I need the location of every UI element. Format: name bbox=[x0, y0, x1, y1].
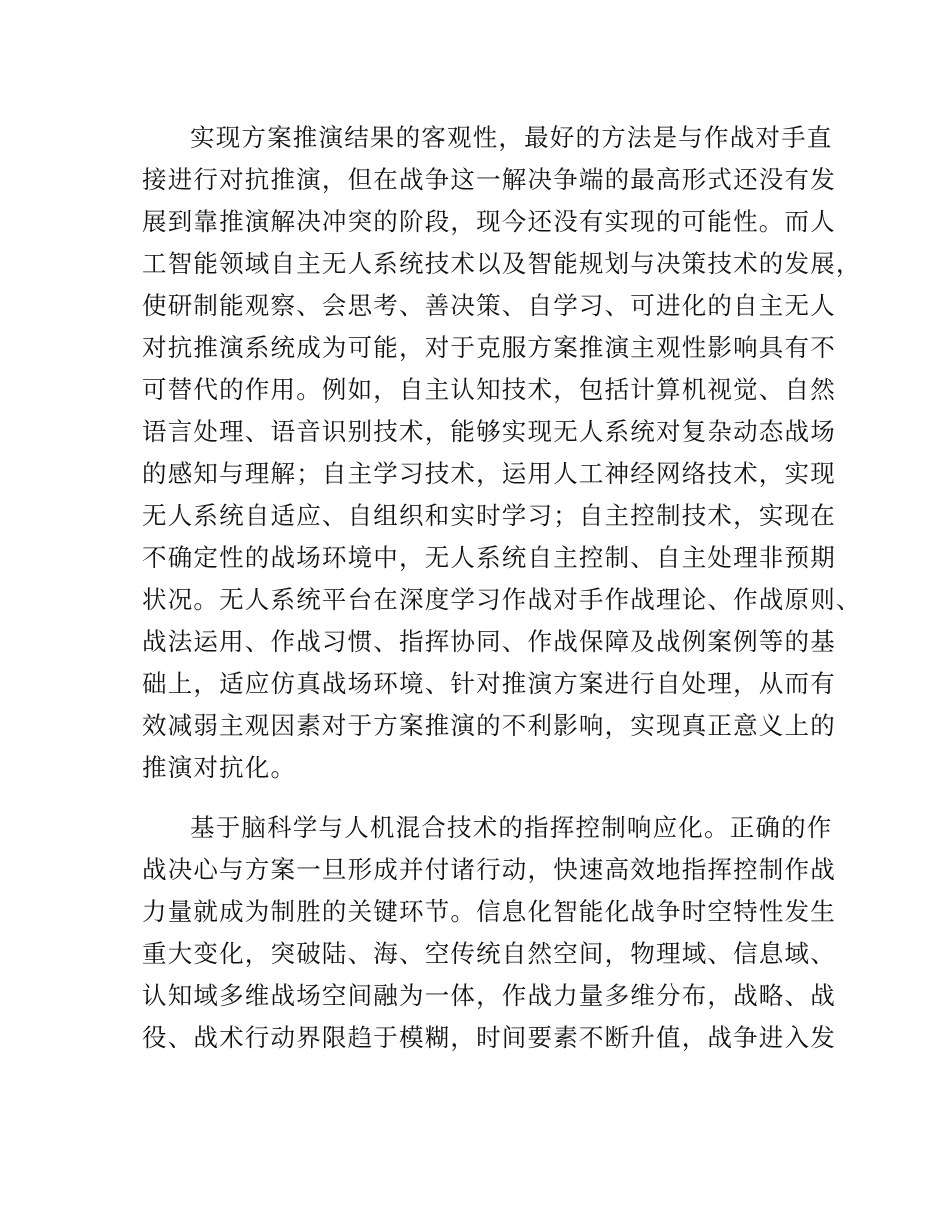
paragraph-1-line-10: 无人系统自适应、自组织和实时学习；自主控制技术，实现在 bbox=[142, 501, 836, 530]
paragraph-1-line-4: 工智能领域自主无人系统技术以及智能规划与决策技术的发展， bbox=[142, 249, 862, 278]
paragraph-1-line-9: 的感知与理解；自主学习技术，运用人工神经网络技术，实现 bbox=[142, 459, 836, 488]
paragraph-1-line-6: 对抗推演系统成为可能，对于克服方案推演主观性影响具有不 bbox=[142, 333, 836, 362]
paragraph-1-line-3: 展到靠推演解决冲突的阶段，现今还没有实现的可能性。而人 bbox=[142, 207, 836, 236]
paragraph-1-line-13: 战法运用、作战习惯、指挥协同、作战保障及战例案例等的基 bbox=[142, 627, 836, 656]
paragraph-2-line-4: 重大变化，突破陆、海、空传统自然空间，物理域、信息域、 bbox=[142, 939, 836, 968]
paragraph-2-line-3: 力量就成为制胜的关键环节。信息化智能化战争时空特性发生 bbox=[142, 897, 836, 926]
paragraph-1-line-1: 实现方案推演结果的客观性，最好的方法是与作战对手直 bbox=[190, 123, 833, 152]
paragraph-2-line-6: 役、战术行动界限趋于模糊，时间要素不断升值，战争进入发 bbox=[142, 1023, 836, 1052]
paragraph-2-line-2: 战决心与方案一旦形成并付诸行动，快速高效地指挥控制作战 bbox=[142, 855, 836, 884]
paragraph-1-line-14: 础上，适应仿真战场环境、针对推演方案进行自处理，从而有 bbox=[142, 669, 836, 698]
paragraph-1-line-16: 推演对抗化。 bbox=[142, 753, 297, 782]
paragraph-1-line-8: 语言处理、语音识别技术，能够实现无人系统对复杂动态战场 bbox=[142, 417, 836, 446]
paragraph-1-line-5: 使研制能观察、会思考、善决策、自学习、可进化的自主无人 bbox=[142, 291, 836, 320]
paragraph-1-line-11: 不确定性的战场环境中，无人系统自主控制、自主处理非预期 bbox=[142, 543, 836, 572]
paragraph-1-line-15: 效减弱主观因素对于方案推演的不利影响，实现真正意义上的 bbox=[142, 711, 836, 740]
paragraph-1-line-2: 接进行对抗推演，但在战争这一解决争端的最高形式还没有发 bbox=[142, 165, 836, 194]
paragraph-2-line-1: 基于脑科学与人机混合技术的指挥控制响应化。正确的作 bbox=[190, 813, 833, 842]
paragraph-2-line-5: 认知域多维战场空间融为一体，作战力量多维分布，战略、战 bbox=[142, 981, 836, 1010]
paragraph-1-line-7: 可替代的作用。例如，自主认知技术，包括计算机视觉、自然 bbox=[142, 375, 836, 404]
paragraph-1-line-12: 状况。无人系统平台在深度学习作战对手作战理论、作战原则、 bbox=[142, 585, 862, 614]
